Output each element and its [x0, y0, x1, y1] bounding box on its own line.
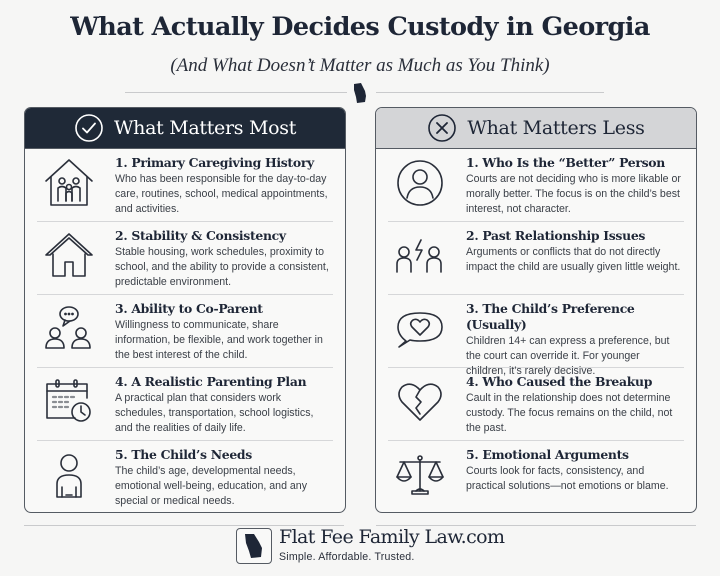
matters-most-panel	[24, 107, 346, 513]
item-title: 2. Past Relationship Issues	[466, 228, 646, 243]
item-desc: A practical plan that considers work schedules, transportation, school logistics, and the realities of daily life.	[115, 392, 314, 434]
item-title: 4. A Realistic Parenting Plan	[115, 374, 307, 389]
item-title: 1. Primary Caregiving History	[115, 155, 314, 170]
list-item	[37, 295, 333, 368]
footer-brand: Flat Fee Family Law.com	[279, 526, 505, 548]
item-title: 5. Emotional Arguments	[466, 447, 629, 462]
item-title: 1. Who Is the “Better” Person	[466, 155, 665, 170]
x-circle-icon	[427, 113, 457, 143]
page-title: What Actually Decides Custody in Georgia	[70, 12, 650, 42]
item-desc: Willingness to communicate, share information, be flexible, and work together in the best interest of the child.	[115, 319, 323, 361]
check-circle-icon	[74, 113, 104, 143]
child-icon	[43, 449, 95, 501]
item-desc: Stable housing, work schedules, proximity to school, and the ability to provide a consistent, predictable environment.	[115, 246, 329, 288]
item-desc: The child’s age, developmental needs, emotional well-being, education, and any special or medical needs.	[115, 465, 307, 507]
item-title: 4. Who Caused the Breakup	[466, 374, 653, 389]
item-desc: Children 14+ can express a preference, but the court can override it. For younger children, it’s rarely decisive.	[466, 335, 670, 377]
item-title: 2. Stability & Consistency	[115, 228, 286, 243]
list-item	[388, 295, 684, 377]
page-subtitle: (And What Doesn’t Matter as Much as You Think)	[170, 55, 550, 76]
matters-most-title: What Matters Most	[113, 117, 297, 139]
list-item	[37, 441, 333, 513]
item-desc: Courts look for facts, consistency, and practical solutions—not emotions or blame.	[466, 465, 669, 492]
item-title: 5. The Child’s Needs	[115, 447, 252, 462]
list-item	[37, 222, 333, 295]
heart-speech-icon	[394, 303, 446, 355]
list-item	[37, 368, 333, 441]
person-circle-icon	[394, 157, 446, 209]
item-title: 3. The Child’s Preference (Usually)	[466, 301, 635, 332]
item-title: 3. Ability to Co-Parent	[115, 301, 263, 316]
matters-less-panel	[375, 107, 697, 513]
item-desc: Who has been responsible for the day-to-day care, routines, school, medical appointments, and activities.	[115, 173, 328, 215]
item-desc: Cault in the relationship does not determine custody. The focus remains on the child, not the past.	[466, 392, 673, 434]
people-conflict-icon	[394, 230, 446, 282]
item-desc: Arguments or conflicts that do not directly impact the child are usually given little weight.	[466, 246, 681, 273]
list-item	[388, 149, 684, 222]
scales-icon	[394, 449, 446, 501]
list-item	[388, 222, 684, 295]
divider-left	[125, 92, 347, 93]
list-item	[37, 149, 333, 222]
broken-heart-icon	[394, 376, 446, 428]
house-icon	[43, 230, 95, 282]
footer-tagline: Simple. Affordable. Trusted.	[279, 551, 415, 563]
georgia-state-icon	[352, 82, 368, 104]
footer-logo	[236, 528, 272, 564]
matters-less-header	[376, 108, 696, 149]
matters-less-title: What Matters Less	[467, 117, 645, 139]
house-family-icon	[43, 157, 95, 209]
list-item	[388, 441, 684, 513]
matters-most-header	[25, 108, 345, 149]
list-item	[388, 368, 684, 441]
item-desc: Courts are not deciding who is more likable or morally better. The focus is on the child’s best interest, not character.	[466, 173, 681, 215]
people-chat-icon	[43, 303, 95, 355]
divider-right	[376, 92, 604, 93]
calendar-clock-icon	[43, 376, 95, 428]
georgia-state-icon	[243, 533, 265, 559]
